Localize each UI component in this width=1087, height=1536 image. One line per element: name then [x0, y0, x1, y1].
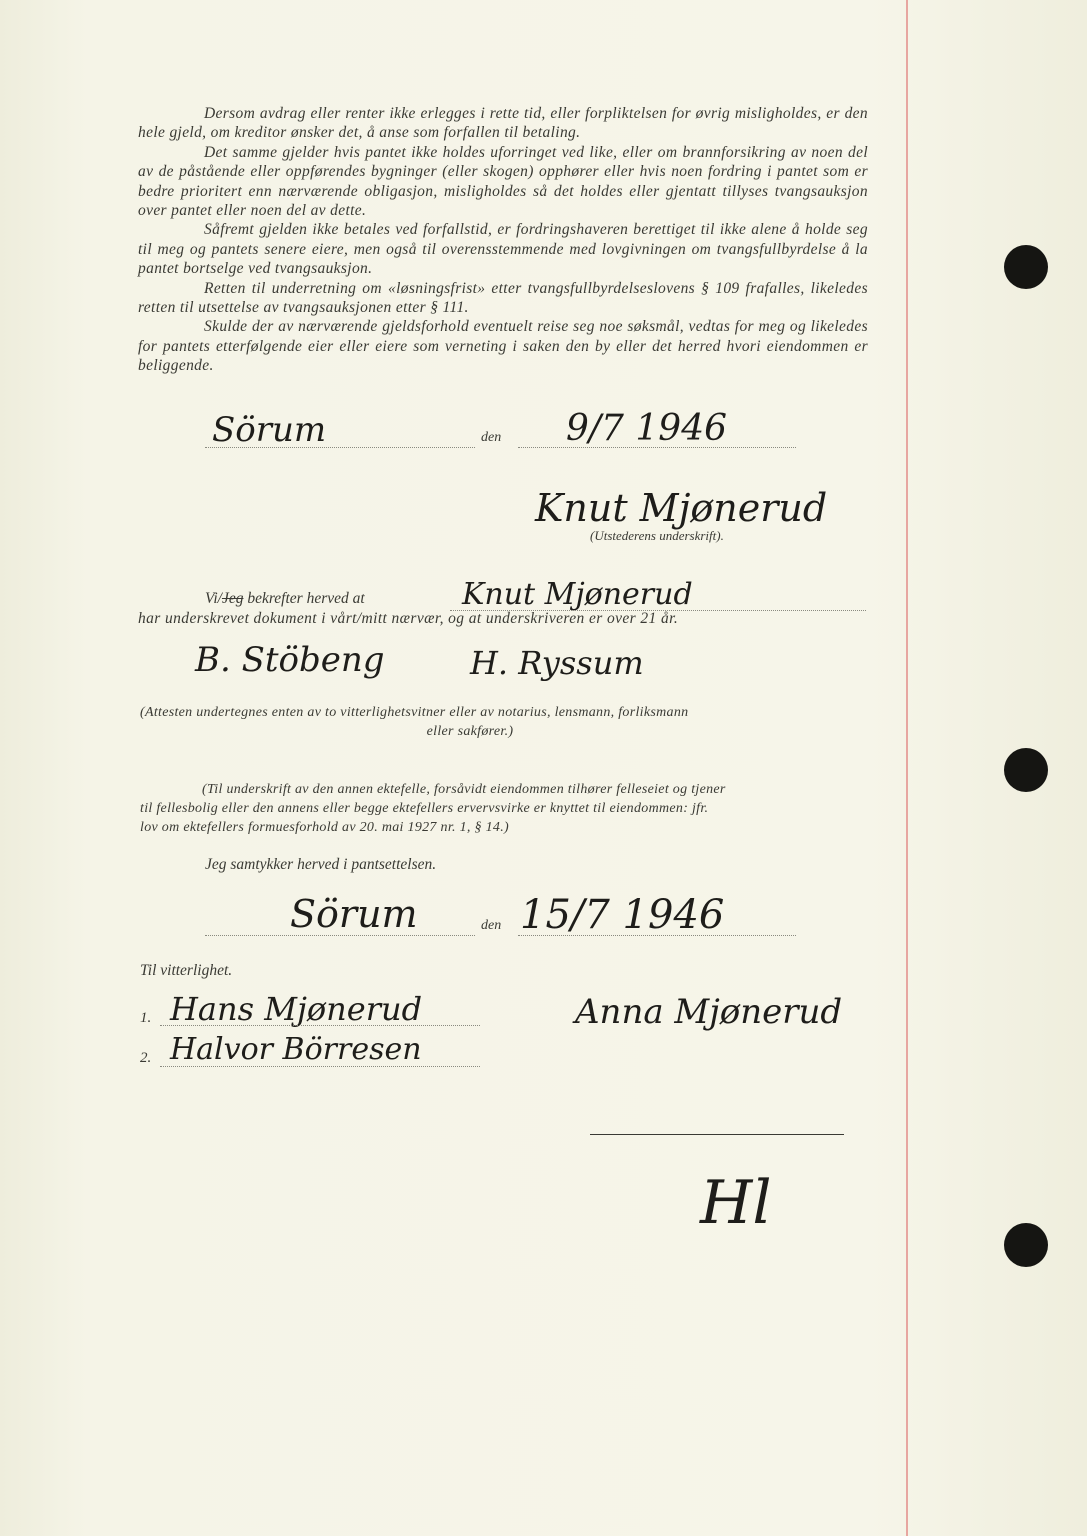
issuer-place-handwritten: Sörum — [212, 410, 327, 450]
punch-hole-bottom — [1004, 1223, 1048, 1267]
witness-1-signature: B. Stöbeng — [195, 640, 385, 680]
spouse-note-line-1: (Til underskrift av den annen ektefelle, forsåvidt eiendommen tilhører felleseiet og tjener — [202, 782, 726, 797]
attestation-note-line-1: (Attesten undertegnes enten av to vitterlighetsvitner eller av notarius, lensmann, forliksmann — [140, 705, 689, 720]
witness-2-signature: H. Ryssum — [470, 644, 644, 682]
witness-confirm-line — [205, 590, 365, 608]
witness-2-line — [160, 1066, 480, 1067]
punch-hole-top — [1004, 245, 1048, 289]
place-line — [205, 447, 475, 448]
witness-1-line — [160, 1025, 480, 1026]
issuer-date-handwritten: 9/7 1946 — [566, 408, 727, 449]
clause-notice: Retten til underretning om «løsningsfrist» etter tvangsfullbyrdelseslovens § 109 frafalles, likeledes retten til utsettelse av tvangsauksjonen etter § 111. — [138, 279, 868, 317]
spouse-place-line — [205, 935, 475, 936]
spouse-note-line-3: lov om ektefellers formuesforhold av 20. mai 1927 nr. 1, § 14.) — [140, 820, 509, 835]
clerk-initials: Hl — [700, 1168, 772, 1238]
date-line — [518, 447, 796, 448]
witness-statement: har underskrevet dokument i vårt/mitt nærvær, og at underskriveren er over 21 år. — [138, 610, 679, 627]
issuer-signature: Knut Mjønerud — [535, 486, 828, 530]
clause-venue: Skulde der av nærværende gjeldsforhold eventuelt reise seg noe søksmål, vedtas for meg og likeledes for pantets etterfølgende eier eller eiere som verneting i saken den by eller det herred hvori eiendommen er beliggende. — [138, 318, 868, 375]
clause-due-date: Såfremt gjelden ikke betales ved forfallstid, er fordringshaveren berettiget til ikke alene å holde seg til meg og pantets senere eiere, men også til overensstemmende med lovgivningen om tvangsfullbyrdelse å la pantet bortselge ved tvangsauksjon. — [138, 221, 868, 278]
clause-maintenance: Det samme gjelder hvis pantet ikke holdes uforringet ved like, eller om brannforsikring av noen del av de påstående eller oppførendes bygninger (eller skogen) opphører eller hvis noen fordring i pantet som er bedre prioritert enn nærværende obligasjon, misligholdes så det holdes eller gjentatt tillyses tvangsauksjon over pantet eller noen del av dette. — [138, 143, 868, 220]
confirm-prefix: Vi/ — [205, 590, 222, 607]
den-label: den — [481, 430, 502, 445]
punch-hole-middle — [1004, 748, 1048, 792]
issuer-signature-caption: (Utstederens underskrift). — [590, 528, 724, 543]
confirmed-name-handwritten: Knut Mjønerud — [462, 577, 693, 612]
attestation-note — [140, 703, 870, 741]
witness-1-handwritten: Hans Mjønerud — [170, 990, 423, 1028]
witness-heading: Til vitterlighet. — [140, 962, 233, 979]
witness-2-handwritten: Halvor Börresen — [170, 1032, 422, 1067]
bond-clauses — [138, 104, 868, 376]
closing-rule — [590, 1134, 844, 1135]
clause-default: Dersom avdrag eller renter ikke erlegges i rette tid, eller forpliktelsen for øvrig misligholdes, er den hele gjeld, om kreditor ønsker det, å anse som forfallen til betaling. — [138, 105, 868, 142]
spouse-note — [140, 780, 880, 837]
spouse-date-line — [518, 935, 796, 936]
confirm-struck-word: Jeg — [221, 590, 244, 607]
red-margin-line — [906, 0, 908, 1536]
attestation-note-line-2: eller sakfører.) — [426, 724, 514, 739]
witness-2-number: 2. — [140, 1050, 152, 1066]
confirm-text: bekrefter herved at — [247, 590, 365, 607]
witness-1-number: 1. — [140, 1010, 152, 1026]
spouse-signature: Anna Mjønerud — [575, 992, 843, 1032]
spouse-note-line-2: til fellesbolig eller den annens eller begge ektefellers ervervsvirke er knyttet til eiendommen: jfr. — [140, 801, 709, 816]
consent-statement: Jeg samtykker herved i pantsettelsen. — [205, 856, 437, 873]
spouse-den-label: den — [481, 918, 502, 933]
spouse-place-handwritten: Sörum — [290, 892, 418, 936]
spouse-date-handwritten: 15/7 1946 — [520, 892, 725, 938]
